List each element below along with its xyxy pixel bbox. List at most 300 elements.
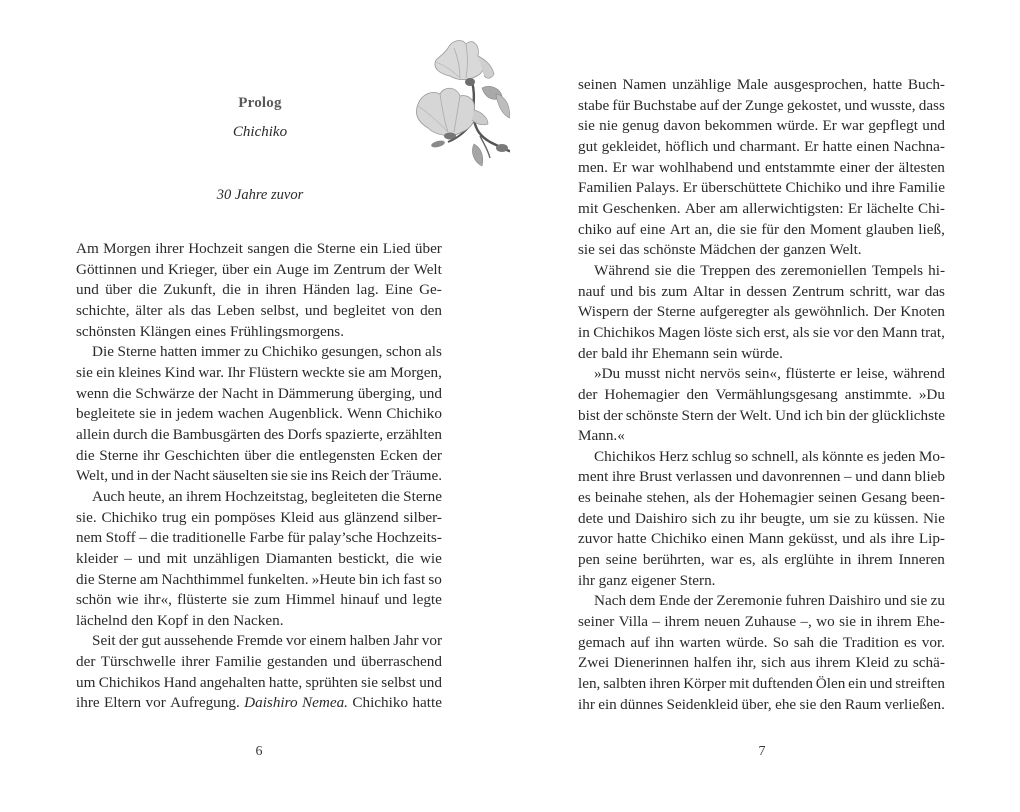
- text-line: [76, 466, 442, 487]
- word: flüsterte: [177, 591, 227, 609]
- word: Ecken: [379, 446, 418, 464]
- text-line: [578, 385, 945, 406]
- word: verließen.: [884, 695, 945, 713]
- word: lächelte: [866, 199, 914, 217]
- word: so: [734, 447, 749, 465]
- word: wachen: [217, 405, 264, 423]
- word: Welt.: [739, 406, 772, 424]
- text-line: [76, 404, 442, 425]
- word: Tradition: [842, 633, 899, 651]
- word: würde.: [725, 633, 768, 651]
- word: es: [578, 489, 591, 507]
- text-line: [578, 529, 945, 550]
- word: Nemea.: [301, 694, 348, 712]
- text-line: [578, 406, 945, 427]
- word: Stern: [681, 406, 714, 424]
- text-line: [578, 282, 945, 303]
- word: –: [844, 468, 852, 486]
- word: sie: [76, 363, 93, 381]
- word: sie: [361, 673, 378, 691]
- word: Dämmerung: [277, 384, 354, 402]
- word: einen: [711, 530, 745, 548]
- word: gekostet,: [786, 96, 842, 114]
- word: Eine: [384, 281, 413, 299]
- word: anstimmte.: [844, 385, 912, 403]
- word: ihre: [871, 179, 895, 197]
- word: Tempels: [871, 261, 924, 279]
- word: legte: [412, 591, 442, 609]
- word: lag.: [356, 281, 379, 299]
- word: von: [391, 301, 415, 319]
- text-line: [578, 633, 945, 654]
- word: des: [263, 425, 285, 443]
- text-line: [76, 301, 442, 322]
- word: in: [839, 551, 852, 569]
- word: schlug: [691, 447, 732, 465]
- word: been-: [911, 489, 945, 507]
- word: Geschichten: [164, 446, 240, 464]
- word: sie: [654, 261, 672, 279]
- word: Chichiko: [101, 508, 158, 526]
- word: nem: [76, 529, 103, 547]
- word: schichte,: [76, 301, 130, 319]
- word: »Du: [918, 385, 945, 403]
- word: und: [419, 384, 442, 402]
- word: löste: [703, 323, 733, 341]
- word: um: [809, 509, 829, 527]
- word: die: [76, 570, 95, 588]
- word: und: [110, 467, 134, 485]
- text-line: [76, 693, 442, 714]
- word: trug: [161, 508, 187, 526]
- word: in: [578, 323, 590, 341]
- word: schon: [385, 343, 422, 361]
- word: der: [693, 592, 713, 610]
- word: Himmel: [285, 591, 336, 609]
- word: die: [381, 487, 400, 505]
- word: jeden: [882, 447, 916, 465]
- word: Bambusgärten: [172, 425, 261, 443]
- magnolia-branch-illustration: [410, 34, 510, 168]
- paragraph: [578, 364, 945, 447]
- word: Buchstabe: [633, 96, 697, 114]
- word: sie: [833, 509, 851, 527]
- word: hi-: [928, 261, 945, 279]
- word: Kleid: [855, 654, 890, 672]
- word: unzählige: [672, 76, 732, 93]
- word: bist: [578, 406, 600, 424]
- word: er: [839, 365, 852, 383]
- word: funkelten.: [247, 570, 309, 588]
- word: ein: [191, 508, 210, 526]
- word: und: [922, 117, 945, 135]
- word: der: [389, 260, 410, 278]
- word: der: [76, 653, 96, 671]
- time-note: 30 Jahre zuvor: [216, 187, 304, 203]
- word: gepflegt: [868, 117, 918, 135]
- word: über,: [741, 695, 772, 713]
- text-line: Mann.«: [578, 427, 625, 445]
- word: Träume.: [391, 467, 442, 485]
- word: sie: [839, 613, 856, 631]
- word: Male: [736, 76, 769, 93]
- word: Hochzeitstag,: [224, 487, 308, 505]
- text-line: [578, 488, 945, 509]
- text-line: [578, 612, 945, 633]
- word: Dienerinnen: [613, 654, 689, 672]
- word: als: [761, 551, 779, 569]
- word: Stoff: [105, 529, 136, 547]
- text-line: [76, 363, 442, 384]
- word: als: [693, 489, 711, 507]
- word: zu: [854, 509, 869, 527]
- word: Leben: [216, 301, 255, 319]
- word: Zwei: [578, 654, 610, 672]
- word: Villa: [618, 613, 649, 631]
- word: und: [141, 260, 164, 278]
- word: Hand: [163, 673, 197, 691]
- word: die: [150, 425, 170, 443]
- word: nauf: [578, 282, 605, 300]
- word: Treppen: [700, 261, 751, 279]
- text-line: [578, 261, 945, 282]
- word: Krieger,: [168, 260, 218, 278]
- word: seinen: [818, 489, 857, 507]
- word: ältesten: [898, 158, 945, 176]
- word: neuen: [704, 613, 741, 631]
- word: Eltern: [104, 694, 142, 712]
- text-line: [578, 199, 945, 220]
- word: auf: [630, 633, 650, 651]
- text-line: ihr ganz eigener Stern.: [578, 571, 716, 589]
- word: Moment: [809, 220, 862, 238]
- word: hatte: [822, 137, 853, 155]
- word: dem: [629, 592, 656, 610]
- word: Nachthimmel: [161, 570, 245, 588]
- word: sie: [812, 323, 830, 341]
- word: ein: [96, 363, 115, 381]
- word: in: [729, 282, 742, 300]
- word: davonrennen: [762, 468, 841, 486]
- word: »Du: [594, 365, 621, 383]
- word: Flüstern: [248, 363, 299, 381]
- word: Ihr: [227, 363, 246, 381]
- word: erst,: [763, 323, 790, 341]
- word: pen: [578, 551, 600, 569]
- word: dessen: [746, 282, 787, 300]
- word: geküsst,: [788, 530, 838, 548]
- word: hatten: [159, 343, 198, 361]
- paragraph: [76, 239, 442, 342]
- word: stehen,: [646, 489, 690, 507]
- word: Sterne: [403, 487, 442, 505]
- word: über: [244, 446, 272, 464]
- word: Nie: [922, 509, 945, 527]
- word: ein: [359, 240, 379, 257]
- word: um: [76, 673, 96, 691]
- text-line: [578, 302, 945, 323]
- word: Raum: [845, 695, 882, 713]
- word: Knoten: [900, 303, 945, 321]
- word: aus: [790, 654, 811, 672]
- word: zu: [930, 592, 945, 610]
- word: bin: [826, 406, 846, 424]
- page-number: 6: [255, 744, 263, 759]
- word: Diamanten: [265, 549, 333, 567]
- word: Geschenken.: [602, 199, 681, 217]
- word: Farbe: [249, 529, 284, 547]
- word: für: [761, 220, 780, 238]
- word: Lip-: [918, 530, 945, 548]
- word: die: [275, 446, 295, 464]
- word: und: [332, 653, 356, 671]
- word: charmant.: [739, 137, 800, 155]
- word: mit: [729, 675, 750, 693]
- word: gut: [578, 137, 598, 155]
- text-line: sie sei das schönste Mädchen der ganzen Welt.: [578, 241, 862, 259]
- word: zeremoniellen: [780, 261, 867, 279]
- word: Auge: [275, 260, 309, 278]
- word: überging,: [357, 384, 416, 402]
- word: Sterne: [117, 343, 157, 361]
- word: gewöhnlich.: [794, 303, 869, 321]
- word: aus: [318, 508, 340, 526]
- word: genug: [621, 117, 660, 135]
- paragraph: [76, 631, 442, 714]
- word: am: [139, 570, 159, 588]
- word: die: [150, 529, 169, 547]
- word: einem: [309, 632, 347, 650]
- text-line: [76, 425, 442, 446]
- word: gestanden: [266, 653, 328, 671]
- word: jedem: [176, 405, 214, 423]
- word: säuselten: [212, 467, 269, 485]
- word: hatte: [617, 530, 647, 548]
- word: Hohemagier: [604, 385, 680, 403]
- right-page-body: [578, 75, 945, 715]
- word: in: [160, 405, 173, 423]
- word: Inneren: [898, 551, 945, 569]
- word: und: [737, 158, 761, 176]
- word: Wispern: [578, 303, 629, 321]
- word: Sterne: [99, 446, 139, 464]
- word: kleider: [76, 549, 119, 567]
- word: »Heute: [311, 570, 356, 588]
- word: Ehe-: [916, 613, 945, 631]
- word: die: [676, 261, 696, 279]
- word: begleitete: [76, 405, 136, 423]
- word: die: [222, 281, 241, 299]
- text-line: [76, 528, 442, 549]
- word: Nacht: [221, 384, 259, 402]
- word: und: [735, 468, 759, 486]
- word: die: [138, 281, 157, 299]
- word: verlassen: [675, 468, 733, 486]
- word: als: [773, 303, 791, 321]
- word: Hochzeit: [188, 240, 244, 257]
- word: weckte: [301, 363, 345, 381]
- word: die: [112, 384, 132, 402]
- word: Chichikos: [594, 447, 656, 465]
- word: leise,: [856, 365, 889, 383]
- word: eine: [640, 220, 666, 238]
- word: Morgen: [103, 240, 151, 257]
- word: Brust: [639, 468, 673, 486]
- word: der: [603, 406, 623, 424]
- word: wie: [116, 591, 139, 609]
- chapter-label: Prolog: [238, 95, 282, 111]
- word: palay’sche: [308, 529, 373, 547]
- word: ihrem: [815, 654, 851, 672]
- word: zu: [893, 654, 909, 672]
- word: vor: [833, 323, 854, 341]
- word: einer: [839, 158, 870, 176]
- word: auf: [699, 96, 720, 114]
- text-line: [76, 239, 442, 260]
- word: als: [792, 323, 810, 341]
- word: Und: [774, 406, 802, 424]
- word: Chichikos: [98, 673, 161, 691]
- word: sie: [232, 591, 249, 609]
- word: traditionelle: [172, 529, 246, 547]
- word: Wenn: [347, 405, 383, 423]
- word: entstammte: [764, 158, 835, 176]
- word: und: [884, 592, 907, 610]
- word: schnell,: [751, 447, 799, 465]
- word: hatte: [872, 76, 903, 93]
- word: Lied: [382, 240, 411, 257]
- text-line: [76, 487, 442, 508]
- word: sich: [761, 654, 786, 672]
- word: könnte: [821, 447, 864, 465]
- word: auf: [616, 220, 636, 238]
- word: Daishiro: [634, 509, 688, 527]
- word: Familie: [215, 653, 262, 671]
- word: –: [124, 549, 132, 567]
- word: und: [842, 530, 865, 548]
- word: ihr: [142, 446, 160, 464]
- word: warten: [679, 633, 721, 651]
- word: immer: [200, 343, 241, 361]
- word: sie: [799, 695, 817, 713]
- word: der: [369, 467, 389, 485]
- text-line: [578, 220, 945, 241]
- word: der: [714, 489, 735, 507]
- word: Reich: [331, 467, 367, 485]
- text-line: [76, 446, 442, 467]
- word: und: [844, 96, 868, 114]
- word: Chichiko: [651, 530, 707, 548]
- word: Kleid: [280, 508, 314, 526]
- word: vor.: [921, 633, 945, 651]
- word: Altar: [692, 282, 724, 300]
- word: dass: [918, 96, 945, 114]
- text-line: [578, 75, 945, 96]
- text-line: schönsten Klängen eines Frühlingsmorgens.: [76, 322, 344, 340]
- word: Aber: [684, 199, 716, 217]
- word: Ölen: [815, 675, 846, 693]
- word: hatte: [412, 694, 442, 712]
- word: Morgen,: [390, 363, 442, 381]
- word: gekleidet,: [601, 137, 662, 155]
- word: der: [578, 385, 598, 403]
- word: Seit: [92, 632, 116, 650]
- word: streiften: [895, 675, 945, 693]
- right-page: [510, 0, 1020, 812]
- word: der: [716, 406, 737, 424]
- word: Der: [873, 303, 897, 321]
- word: ehe: [775, 695, 797, 713]
- word: Palays.: [635, 179, 680, 197]
- word: an: [168, 487, 183, 505]
- word: Chichiko: [386, 405, 442, 423]
- page-number: 7: [758, 744, 766, 759]
- word: Daishiro: [244, 694, 298, 712]
- word: und: [712, 137, 736, 155]
- word: Sterne: [97, 570, 137, 588]
- word: allein: [76, 425, 110, 443]
- word: beugte,: [760, 509, 805, 527]
- word: zum: [254, 591, 281, 609]
- word: das: [190, 301, 212, 319]
- word: über: [414, 240, 442, 257]
- text-line: [578, 550, 945, 571]
- word: mit: [166, 549, 187, 567]
- word: in: [136, 467, 149, 485]
- word: fast: [403, 570, 426, 588]
- word: chiko: [578, 220, 612, 238]
- word: und: [384, 591, 408, 609]
- word: Zuhause: [744, 613, 797, 631]
- word: gut: [141, 632, 161, 650]
- word: ein: [848, 675, 867, 693]
- word: Chichiko: [261, 343, 318, 361]
- text-line: [578, 96, 945, 117]
- word: nervös: [699, 365, 741, 383]
- word: ihrem: [857, 551, 893, 569]
- text-line: [578, 158, 945, 179]
- word: sich: [691, 509, 717, 527]
- word: Zeremonie: [716, 592, 783, 610]
- text-line: [76, 590, 442, 611]
- word: der: [633, 303, 653, 321]
- word: der: [151, 467, 171, 485]
- word: duftenden: [752, 675, 813, 693]
- word: Welt: [413, 260, 442, 278]
- text-line: [578, 467, 945, 488]
- word: Vermählungsgesang: [715, 385, 838, 403]
- word: Familie: [898, 179, 945, 197]
- word: Ge-: [419, 281, 442, 299]
- word: Schwärze: [135, 384, 195, 402]
- word: schä-: [912, 654, 945, 672]
- word: ihrer: [181, 653, 210, 671]
- word: –,: [800, 613, 812, 631]
- text-line: [76, 631, 442, 652]
- word: Namen: [622, 76, 667, 93]
- word: nicht: [664, 365, 696, 383]
- word: ihrem: [186, 487, 222, 505]
- word: selbst: [381, 673, 416, 691]
- text-line: [76, 280, 442, 301]
- word: wo: [816, 613, 835, 631]
- text-line: der bald ihr Ehemann sein würde.: [578, 344, 783, 362]
- word: angehalten: [199, 673, 266, 691]
- word: berührten,: [642, 551, 705, 569]
- word: Daishiro: [828, 592, 881, 610]
- word: und: [844, 179, 868, 197]
- text-line: [76, 652, 442, 673]
